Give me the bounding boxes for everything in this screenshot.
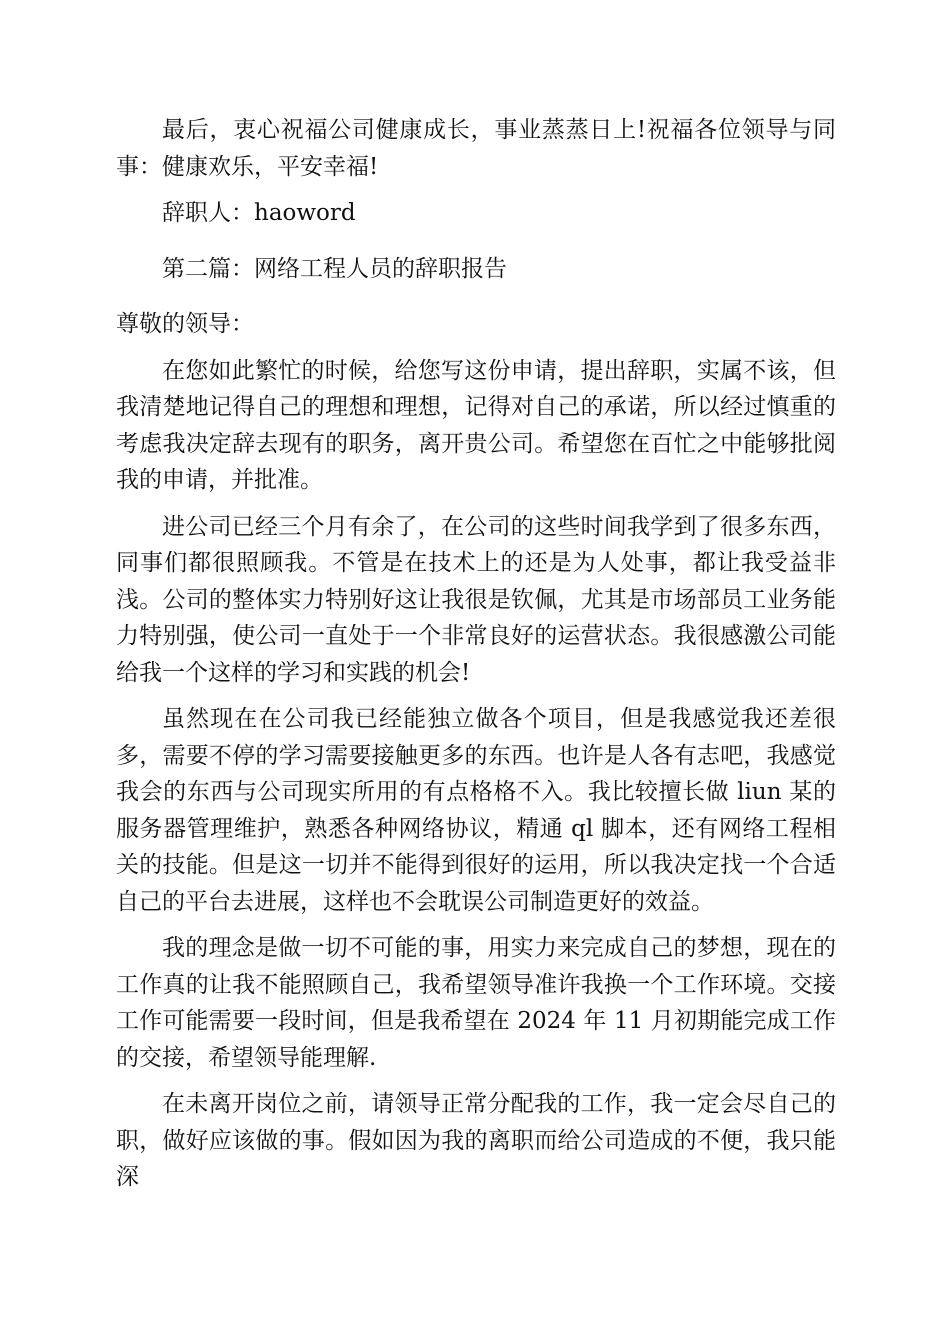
signature-line: 辞职人：haoword	[162, 200, 356, 226]
document-body	[116, 112, 836, 1206]
body-paragraph: 虽然现在在公司我已经能独立做各个项目，但是我感觉我还差很多，需要不停的学习需要接触更多的东西。也许是人各有志吧，我感觉我会的东西与公司现实所用的有点格格不入。我比较擅长做 liun 某的服务器管理维护，熟悉各种网络协议，精通 ql 脚本，还有网络工程相关的技能。但是这一切并不能得到很好的运用，所以我决定找一个合适自己的平台去进展，这样也不会耽误公司制造更好的效益。	[116, 706, 836, 915]
body-paragraph: 进公司已经三个月有余了，在公司的这些时间我学到了很多东西，同事们都很照顾我。不管是在技术上的还是为人处事，都让我受益非浅。公司的整体实力特别好这让我很是钦佩，尤其是市场部员工业务能力特别强，使公司一直处于一个非常良好的运营状态。我很感激公司能给我一个这样的学习和实践的机会!	[116, 513, 836, 686]
body-paragraph: 在您如此繁忙的时候，给您写这份申请，提出辞职，实属不该，但我清楚地记得自己的理想和理想，记得对自己的承诺，所以经过慎重的考虑我决定辞去现有的职务，离开贵公司。希望您在百忙之中能够批阅我的申请，并批准。	[116, 357, 836, 493]
body-paragraph: 在未离开岗位之前，请领导正常分配我的工作，我一定会尽自己的职，做好应该做的事。假如因为我的离职而给公司造成的不便，我只能深	[116, 1091, 836, 1190]
closing-blessing-paragraph: 最后，衷心祝福公司健康成长，事业蒸蒸日上!祝福各位领导与同事：健康欢乐，平安幸福!	[116, 117, 836, 180]
body-paragraph: 我的理念是做一切不可能的事，用实力来完成自己的梦想，现在的工作真的让我不能照顾自己，我希望领导准许我换一个工作环境。交接工作可能需要一段时间，但是我希望在 2024 年 11 月初期能完成工作的交接，希望领导能理解.	[116, 935, 836, 1071]
salutation: 尊敬的领导：	[116, 311, 254, 337]
section-heading: 第二篇：网络工程人员的辞职报告	[162, 255, 507, 282]
